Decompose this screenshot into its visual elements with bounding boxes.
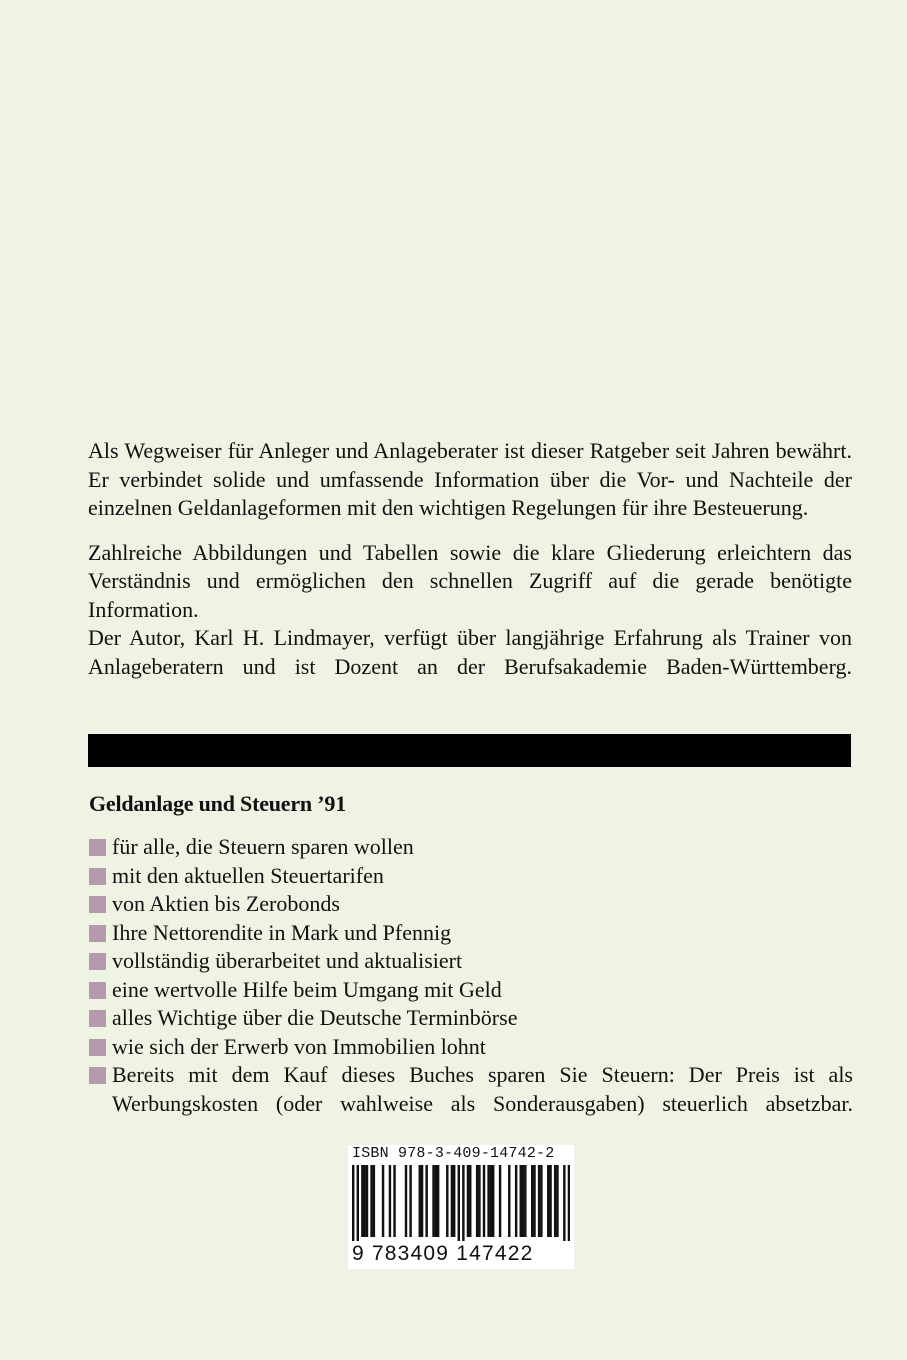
barcode-bar: [361, 1165, 363, 1237]
barcode-bar: [409, 1165, 411, 1237]
barcode-bars-icon: [352, 1165, 570, 1241]
barcode-bar: [425, 1165, 427, 1237]
barcode-bar: [483, 1165, 485, 1237]
feature-list: [89, 833, 853, 1118]
isbn-barcode: [348, 1145, 574, 1269]
square-bullet-icon: [89, 1039, 106, 1056]
intro-paragraph-2: Zahlreiche Abbildungen und Tabellen sowie die klare Gliederung erleichtern das Verständnis und ermöglichen den schnellen Zugriff auf die gerade benötigte Information.: [88, 539, 852, 622]
list-item-text: alles Wichtige über die Deutsche Terminbörse: [112, 1005, 518, 1030]
barcode-bar: [432, 1165, 434, 1237]
barcode-bar: [554, 1165, 556, 1237]
barcode-bar: [451, 1165, 453, 1237]
barcode-bar: [524, 1165, 526, 1237]
barcode-bar: [490, 1165, 492, 1237]
barcode-bar: [357, 1165, 359, 1241]
book-title: Geldanlage und Steuern ’91: [89, 791, 346, 816]
barcode-bar: [393, 1165, 395, 1237]
barcode-bar: [568, 1165, 570, 1241]
list-item: [89, 919, 853, 948]
list-item-text: vollständig überarbeitet und aktualisiert: [112, 948, 463, 973]
list-item-text: eine wertvolle Hilfe beim Umgang mit Geld: [112, 976, 502, 1002]
barcode-bar: [547, 1165, 549, 1237]
barcode-bar: [515, 1165, 517, 1237]
square-bullet-icon: [89, 925, 106, 942]
barcode-bar: [520, 1165, 522, 1237]
barcode-bar: [462, 1165, 464, 1241]
intro-paragraph-1: Als Wegweiser für Anleger und Anlageberater ist dieser Ratgeber seit Jahren bewährt. Er verbindet solide und umfassende Information über die Vor- und Nachteile der einzelnen Geldanlageformen mit den wichtigen Regelungen für ihre Besteuerung.: [88, 438, 852, 520]
barcode-bar: [373, 1165, 375, 1237]
barcode-bar: [435, 1165, 437, 1237]
barcode-bar: [508, 1165, 510, 1237]
black-divider-bar: [88, 734, 851, 767]
barcode-bar: [458, 1165, 460, 1241]
list-item-text: Ihre Nettorendite in Mark und Pfennig: [112, 919, 452, 945]
list-item: [89, 1061, 853, 1118]
list-item-text: mit den aktuellen Steuertarifen: [112, 862, 384, 888]
list-item: [89, 947, 853, 976]
barcode-bar: [389, 1165, 391, 1237]
barcode-bar: [382, 1165, 384, 1237]
list-item: [89, 862, 853, 891]
square-bullet-icon: [89, 982, 106, 999]
square-bullet-icon: [89, 1067, 106, 1084]
barcode-bar: [499, 1165, 501, 1237]
list-item: [89, 1033, 853, 1062]
barcode-bar: [467, 1165, 469, 1237]
barcode-bar: [366, 1165, 368, 1237]
barcode-bar: [370, 1165, 372, 1237]
barcode-bar: [478, 1165, 480, 1237]
list-item-text: Bereits mit dem Kauf dieses Buches sparen Sie Steuern: Der Preis ist als Werbungskosten (oder wahlweise als Sonderausgaben) steuerlich absetzbar.: [112, 1062, 853, 1116]
barcode-bar: [492, 1165, 494, 1237]
barcode-bar: [476, 1165, 478, 1237]
square-bullet-icon: [89, 868, 106, 885]
square-bullet-icon: [89, 896, 106, 913]
barcode-bar: [538, 1165, 540, 1237]
list-item: [89, 833, 853, 862]
barcode-bar: [533, 1165, 535, 1237]
list-item: [89, 890, 853, 919]
barcode-bar: [556, 1165, 558, 1237]
list-item-text: wie sich der Erwerb von Immobilien lohnt: [112, 1033, 486, 1059]
square-bullet-icon: [89, 839, 106, 856]
barcode-bar: [540, 1165, 542, 1237]
barcode-bar: [352, 1165, 354, 1241]
barcode-bar: [469, 1165, 471, 1237]
barcode-bar: [522, 1165, 524, 1237]
list-item: [89, 1004, 853, 1033]
list-item-text: von Aktien bis Zerobonds: [112, 891, 340, 916]
list-item-text: für alle, die Steuern sparen wollen: [112, 834, 414, 859]
barcode-bar: [446, 1165, 448, 1237]
square-bullet-icon: [89, 1010, 106, 1027]
barcode-bar: [421, 1165, 423, 1237]
barcode-bar: [419, 1165, 421, 1237]
isbn-label: ISBN 978-3-409-14742-2: [352, 1145, 555, 1162]
list-item: [89, 976, 853, 1005]
barcode-bar: [363, 1165, 365, 1237]
barcode-bar: [405, 1165, 407, 1237]
barcode-bar: [531, 1165, 533, 1237]
barcode-bar: [549, 1165, 551, 1237]
square-bullet-icon: [89, 953, 106, 970]
ean-digits: 9 783409 147422: [352, 1242, 534, 1265]
author-paragraph: Der Autor, Karl H. Lindmayer, verfügt über langjährige Erfahrung als Trainer von Anlageberatern und ist Dozent an der Berufsakademie Baden-Württemberg.: [88, 625, 852, 679]
barcode-bar: [437, 1165, 439, 1237]
barcode-bar: [487, 1165, 489, 1237]
intro-text: [88, 437, 852, 681]
barcode-bar: [453, 1165, 455, 1237]
barcode-bar: [563, 1165, 565, 1241]
